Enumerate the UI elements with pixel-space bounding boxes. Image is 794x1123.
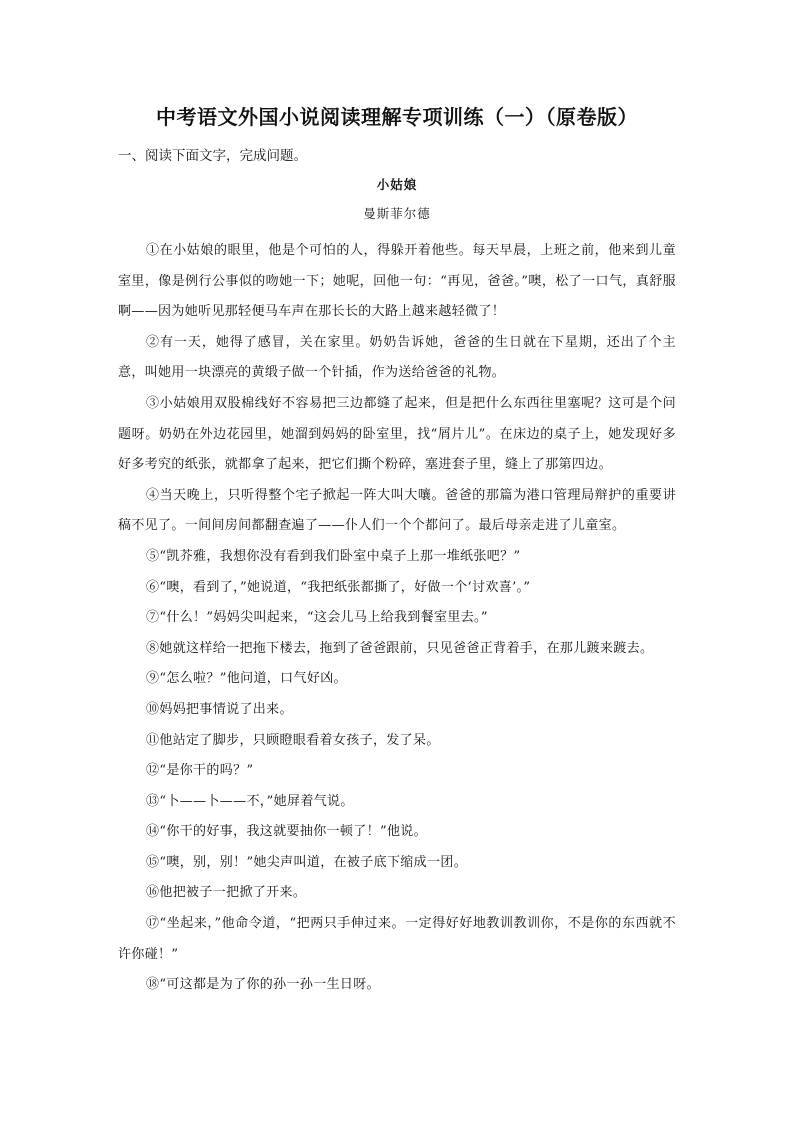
paragraph-14: ⑭“你干的好事，我这就要抽你一顿了！”他说。 bbox=[146, 824, 427, 840]
paragraph-18: ⑱“可这都是为了你的孙一孙一生日呀。 bbox=[146, 977, 380, 993]
paragraph-9: ⑨“怎么啦？”他问道，口气好凶。 bbox=[146, 671, 347, 687]
document-title: 中考语文外国小说阅读理解专项训练（一）（原卷版） bbox=[156, 105, 638, 129]
paragraph-11: ⑪他站定了脚步，只顾瞪眼看着女孩子，发了呆。 bbox=[146, 732, 440, 748]
paragraph-13: ⑬“卜——卜——不，”她屏着气说。 bbox=[146, 793, 354, 809]
paragraph-7: ⑦“什么！”妈妈尖叫起来，“这会儿马上给我到餐室里去。” bbox=[146, 610, 488, 626]
paragraph-10: ⑩妈妈把事情说了出来。 bbox=[146, 701, 293, 717]
section-heading: 一、阅读下面文字，完成问题。 bbox=[118, 148, 307, 164]
paragraph-3: ③小姑娘用双股棉线好不容易把三边都缝了起来，但是把什么东西往里塞呢？这可是个问题呀。奶奶在外边花园里，她溜到妈妈的卧室里，找“屑片儿”。在床边的桌子上，她发现好多好多考究的纸张，就都拿了起来，把它们撕个粉碎，塞进套子里，缝上了那第四边。 bbox=[118, 395, 676, 473]
paragraph-2: ②有一天，她得了感冒，关在家里。奶奶告诉她，爸爸的生日就在下星期，还出了个主意，叫她用一块漂亮的黄缎子做一个针插，作为送给爸爸的礼物。 bbox=[118, 334, 676, 381]
paragraph-15: ⑮“噢，别，别！”她尖声叫道，在被子底下缩成一团。 bbox=[146, 854, 468, 870]
paragraph-16: ⑯他把被子一把掀了开来。 bbox=[146, 885, 307, 901]
paragraph-4: ④当天晚上，只听得整个宅子掀起一阵大叫大嚷。爸爸的那篇为港口管理局辩护的重要讲稿不见了。一间间房间都翻查遍了——仆人们一个个都问了。最后母亲走进了儿童室。 bbox=[118, 487, 676, 534]
paragraph-1: ①在小姑娘的眼里，他是个可怕的人，得躲开着他些。每天早晨，上班之前，他来到儿童室里，像是例行公事似的吻她一下；她呢，回他一句：“再见，爸爸。”噢，松了一口气，真舒服啊——因为她听见那轻便马车声在那长长的大路上越来越轻微了！ bbox=[118, 243, 676, 320]
paragraph-12: ⑫“是你干的吗？” bbox=[146, 763, 254, 779]
paragraph-5: ⑤“凯芥雅，我想你没有看到我们卧室中桌子上那一堆纸张吧？” bbox=[146, 548, 521, 564]
paragraph-8: ⑧她就这样给一把拖下楼去，拖到了爸爸跟前，只见爸爸正背着手，在那儿踱来踱去。 bbox=[146, 640, 654, 656]
story-author: 曼斯菲尔德 bbox=[363, 206, 431, 221]
paragraph-6: ⑥“噢，看到了，”她说道，“我把纸张都撕了，好做一个‘讨欢喜’。” bbox=[146, 579, 531, 595]
story-title: 小姑娘 bbox=[376, 177, 418, 192]
story-body bbox=[118, 236, 676, 1001]
paragraph-17: ⑰“坐起来，”他命令道，“把两只手伸过来。一定得好好地教训教训你，不是你的东西就不许你碰！” bbox=[118, 916, 676, 962]
